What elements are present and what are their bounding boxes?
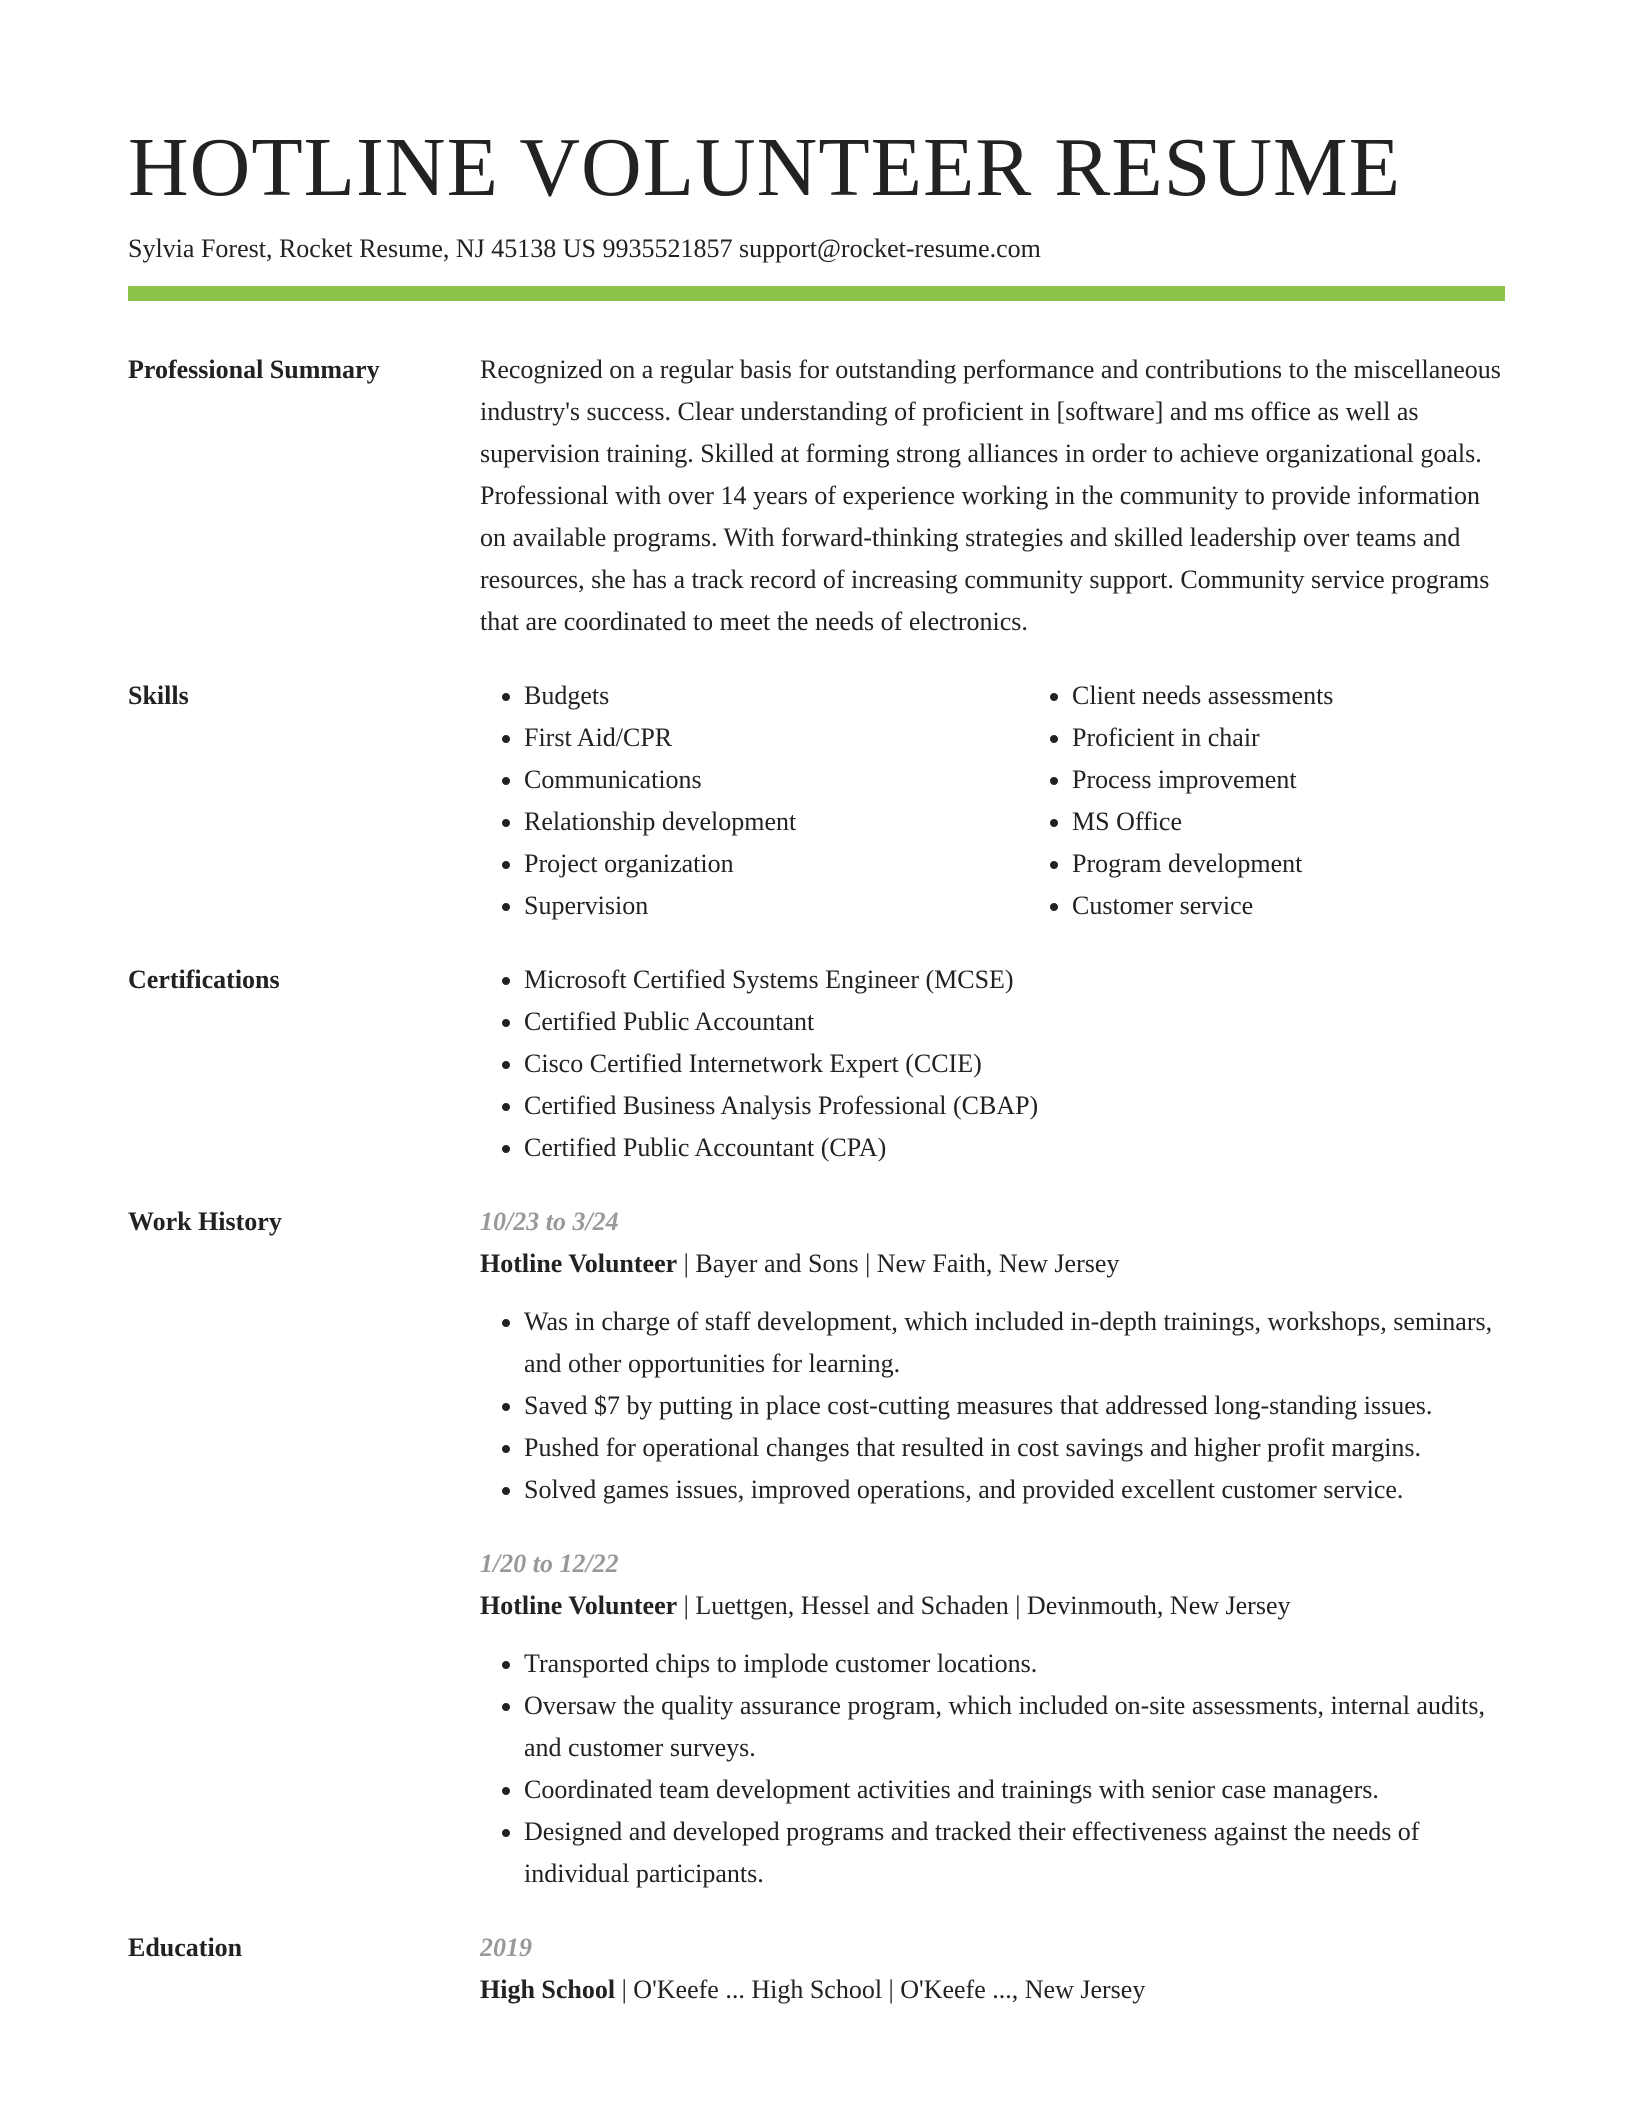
section-education xyxy=(128,1927,1505,2027)
job-header xyxy=(480,1243,1505,1285)
job-bullet: • Oversaw the quality assurance program, which included on-site assessments, internal audits, and customer surveys. xyxy=(524,1685,1505,1769)
job-entry xyxy=(480,1543,1505,1895)
job-details: | Luettgen, Hessel and Schaden | Devinmouth, New Jersey xyxy=(677,1591,1291,1620)
job-date: 10/23 to 3/24 xyxy=(480,1207,619,1236)
skill-item: • Project organization xyxy=(524,843,984,885)
skill-item: • First Aid/CPR xyxy=(524,717,984,759)
skills-list-right xyxy=(1028,675,1532,927)
certification-item: • Certified Business Analysis Professional (CBAP) xyxy=(524,1085,1505,1127)
job-entry xyxy=(480,1201,1505,1511)
contact-line: Sylvia Forest, Rocket Resume, NJ 45138 US 9935521857 support@rocket-resume.com xyxy=(128,234,1041,263)
job-bullets xyxy=(480,1643,1505,1895)
skill-item: • Process improvement xyxy=(1072,759,1532,801)
section-label: Education xyxy=(128,1933,243,1962)
job-bullet: • Transported chips to implode customer locations. xyxy=(524,1643,1505,1685)
summary-text: Recognized on a regular basis for outstanding performance and contributions to the miscellaneous industry's success. Clear understanding of proficient in [software] and ms office as well as supervision training. Skilled at forming strong alliances in order to achieve organizational goals. Professional with over 14 years of experience working in the community to provide information on available programs. With forward-thinking strategies and skilled leadership over teams and resources, she has a track record of increasing community support. Community service programs that are coordinated to meet the needs of electronics. xyxy=(480,355,1501,636)
job-bullet: • Saved $7 by putting in place cost-cutting measures that addressed long-standing issues. xyxy=(524,1385,1505,1427)
job-header xyxy=(480,1585,1505,1627)
job-title: Hotline Volunteer xyxy=(480,1591,678,1620)
section-professional-summary xyxy=(128,349,1505,643)
education-degree: High School xyxy=(480,1975,616,2004)
job-title: Hotline Volunteer xyxy=(480,1249,678,1278)
job-bullet: • Solved games issues, improved operations, and provided excellent customer service. xyxy=(524,1469,1505,1511)
education-details: | O'Keefe ... High School | O'Keefe ..., New Jersey xyxy=(615,1975,1146,2004)
header-divider xyxy=(128,286,1505,301)
resume-body xyxy=(128,349,1505,2059)
skill-item: • MS Office xyxy=(1072,801,1532,843)
section-label: Certifications xyxy=(128,965,280,994)
section-label: Professional Summary xyxy=(128,355,380,384)
skill-item: • Program development xyxy=(1072,843,1532,885)
skill-item: • Proficient in chair xyxy=(1072,717,1532,759)
skill-item: • Communications xyxy=(524,759,984,801)
job-details: | Bayer and Sons | New Faith, New Jersey xyxy=(677,1249,1120,1278)
certification-item: • Microsoft Certified Systems Engineer (MCSE) xyxy=(524,959,1505,1001)
section-certifications xyxy=(128,959,1505,1169)
certification-item: • Certified Public Accountant (CPA) xyxy=(524,1127,1505,1169)
skill-item: • Supervision xyxy=(524,885,984,927)
section-content xyxy=(480,959,1505,1169)
education-header xyxy=(480,1969,1505,2011)
skill-item: • Client needs assessments xyxy=(1072,675,1532,717)
resume-title: HOTLINE VOLUNTEER RESUME xyxy=(128,121,1402,214)
job-bullet: • Designed and developed programs and tracked their effectiveness against the needs of individual participants. xyxy=(524,1811,1505,1895)
skill-item: • Relationship development xyxy=(524,801,984,843)
skills-list-left xyxy=(480,675,984,927)
section-content xyxy=(480,1927,1505,2027)
job-bullet: • Pushed for operational changes that resulted in cost savings and higher profit margins. xyxy=(524,1427,1505,1469)
certification-item: • Certified Public Accountant xyxy=(524,1001,1505,1043)
section-skills xyxy=(128,675,1505,927)
job-bullet: • Coordinated team development activities and trainings with senior case managers. xyxy=(524,1769,1505,1811)
section-label: Work History xyxy=(128,1207,282,1236)
section-work-history xyxy=(128,1201,1505,1895)
job-bullets xyxy=(480,1301,1505,1511)
certifications-list xyxy=(480,959,1505,1169)
section-label: Skills xyxy=(128,681,189,710)
job-date: 1/20 to 12/22 xyxy=(480,1549,619,1578)
section-content xyxy=(480,1201,1505,1895)
skill-item: • Customer service xyxy=(1072,885,1532,927)
skills-columns xyxy=(480,675,1505,927)
section-content xyxy=(480,349,1505,643)
education-date: 2019 xyxy=(480,1933,532,1962)
job-bullet: • Was in charge of staff development, which included in-depth trainings, workshops, seminars, and other opportunities for learning. xyxy=(524,1301,1505,1385)
skill-item: • Budgets xyxy=(524,675,984,717)
certification-item: • Cisco Certified Internetwork Expert (CCIE) xyxy=(524,1043,1505,1085)
